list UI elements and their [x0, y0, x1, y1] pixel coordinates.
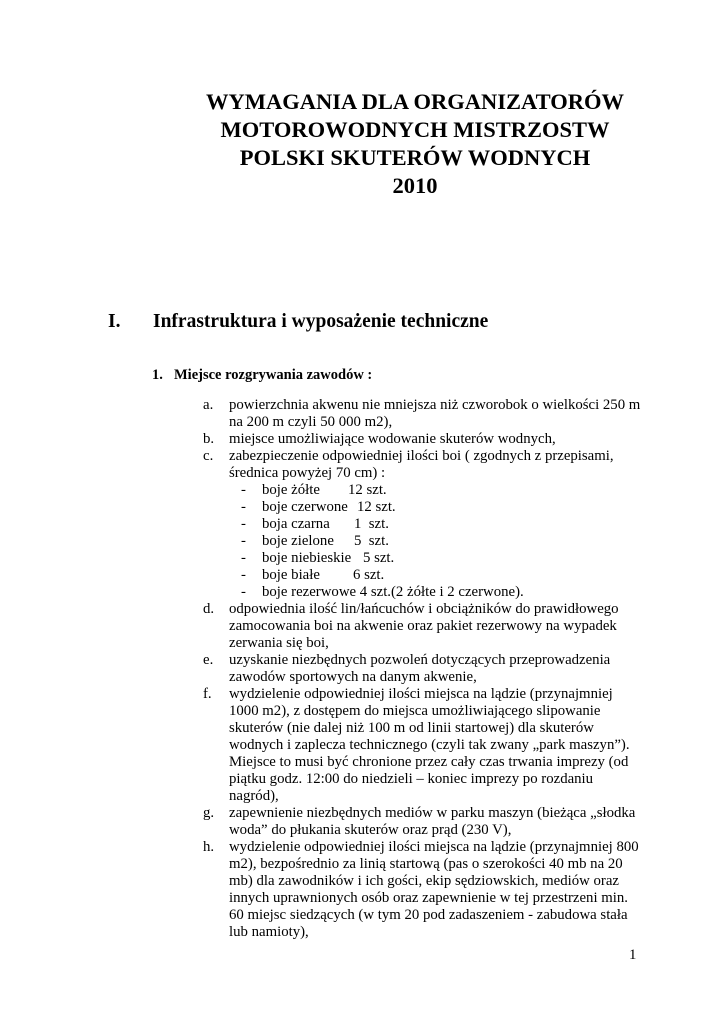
buoy-name: boje białe [262, 567, 320, 583]
item-text-line: zerwania się boi, [229, 635, 329, 651]
buoy-row [229, 533, 663, 550]
buoy-row [229, 516, 663, 533]
document-title [150, 88, 680, 200]
title-line: MOTOROWODNYCH MISTRZOSTW [220, 117, 610, 142]
item-label: c. [203, 448, 214, 464]
item-text-line: zawodów sportowych na danym akwenie, [229, 669, 477, 685]
item-text-line: Miejsce to musi być chronione przez cały czas trwania imprezy (od [229, 754, 629, 770]
item-text-line: 1000 m2), z dostępem do miejsca umożliwiającego slipowanie [229, 703, 601, 719]
title-line: WYMAGANIA DLA ORGANIZATORÓW [206, 89, 624, 114]
item-text-line: skuterów (nie dalej niż 100 m od linii startowej) dla skuterów [229, 720, 594, 736]
item-text-line: zamocowania boi na akwenie oraz pakiet rezerwowy na wypadek [229, 618, 617, 634]
item-text-line: nagród), [229, 788, 279, 804]
item-label: h. [203, 839, 215, 855]
buoy-dash: - [241, 567, 246, 583]
buoy-dash: - [241, 516, 246, 532]
item-label: g. [203, 805, 215, 821]
buoy-row [229, 482, 663, 499]
item-text-line: na 200 m czyli 50 000 m2), [229, 414, 393, 430]
item-text-line: zapewnienie niezbędnych mediów w parku maszyn (bieżąca „słodka [229, 805, 636, 821]
list-item-h [203, 839, 663, 941]
item-text-line: średnica powyżej 70 cm) : [229, 465, 386, 481]
list-item-g [203, 805, 663, 839]
item-text-line: uzyskanie niezbędnych pozwoleń dotyczących przeprowadzenia [229, 652, 611, 668]
buoy-name: boje zielone [262, 533, 334, 549]
buoy-row [229, 499, 663, 516]
item-text-line: wydzielenie odpowiedniej ilości miejsca na lądzie (przynajmniej 800 [229, 839, 639, 855]
item-label: d. [203, 601, 215, 617]
buoy-name: boje żółte [262, 482, 320, 498]
item-text-line: mb) dla zawodników i ich gości, ekip sędziowskich, mediów oraz [229, 873, 619, 889]
subsection-heading [152, 367, 372, 384]
list-item-c [203, 448, 663, 601]
item-text-line: woda” do płukania skuterów oraz prąd (230 V), [229, 822, 512, 838]
list-item-d [203, 601, 663, 652]
section-number: I. [108, 311, 121, 332]
item-text-line: innych uprawnionych osób oraz zapewnienie w tej przestrzeni min. [229, 890, 628, 906]
list-item-a [203, 397, 663, 431]
item-text-line: m2), bezpośrednio za linią startową (pas o szerokości 40 mb na 20 [229, 856, 623, 872]
item-text-line: wydzielenie odpowiedniej ilości miejsca na lądzie (przynajmniej [229, 686, 613, 702]
buoy-name: boje czerwone [262, 499, 348, 515]
buoy-name: boje niebieskie [262, 550, 352, 566]
item-text-line: odpowiednia ilość lin/łańcuchów i obciążników do prawidłowego [229, 601, 619, 617]
buoy-dash: - [241, 533, 246, 549]
item-text-line: 60 miejsc siedzących (w tym 20 pod zadaszeniem - zabudowa stała [229, 907, 628, 923]
buoy-count: 12 szt. [348, 482, 387, 498]
item-label: f. [203, 686, 212, 702]
buoy-count: 6 szt. [353, 567, 385, 583]
subsection-title: Miejsce rozgrywania zawodów : [174, 367, 373, 383]
buoy-count: 12 szt. [357, 499, 396, 515]
buoy-dash: - [241, 584, 246, 600]
buoy-row [229, 550, 663, 567]
item-label: e. [203, 652, 214, 668]
buoy-name: boja czarna [262, 516, 330, 532]
section-title: Infrastruktura i wyposażenie techniczne [153, 311, 489, 332]
buoy-count: 5 szt. [363, 550, 395, 566]
subsection-number: 1. [152, 367, 163, 383]
buoy-dash: - [241, 482, 246, 498]
buoy-dash: - [241, 499, 246, 515]
item-text-line: piątku godz. 12:00 do niedzieli – koniec imprezy po rozdaniu [229, 771, 594, 787]
title-year: 2010 [392, 173, 438, 198]
item-text-line: lub namioty), [229, 924, 309, 940]
list-item-f [203, 686, 663, 805]
item-text-line: wodnych i zaplecza technicznego (czyli tak zwany „park maszyn”). [229, 737, 630, 753]
title-line: POLSKI SKUTERÓW WODNYCH [239, 145, 591, 170]
item-label: a. [203, 397, 214, 413]
requirements-list [203, 397, 663, 941]
buoy-row [229, 567, 663, 584]
buoy-name: boje rezerwowe 4 szt.(2 żółte i 2 czerwone). [262, 584, 524, 600]
item-text-line: miejsce umożliwiające wodowanie skuterów wodnych, [229, 431, 556, 447]
item-text-line: zabezpieczenie odpowiedniej ilości boi ( zgodnych z przepisami, [229, 448, 614, 464]
buoy-row [229, 584, 663, 601]
list-item-b [203, 431, 663, 448]
list-item-e [203, 652, 663, 686]
page-number: 1 [629, 947, 637, 963]
item-label: b. [203, 431, 215, 447]
buoy-count: 5 szt. [354, 533, 389, 549]
buoy-count: 1 szt. [354, 516, 389, 532]
section-heading [108, 311, 488, 333]
buoy-dash: - [241, 550, 246, 566]
item-text-line: powierzchnia akwenu nie mniejsza niż czworobok o wielkości 250 m [229, 397, 641, 413]
